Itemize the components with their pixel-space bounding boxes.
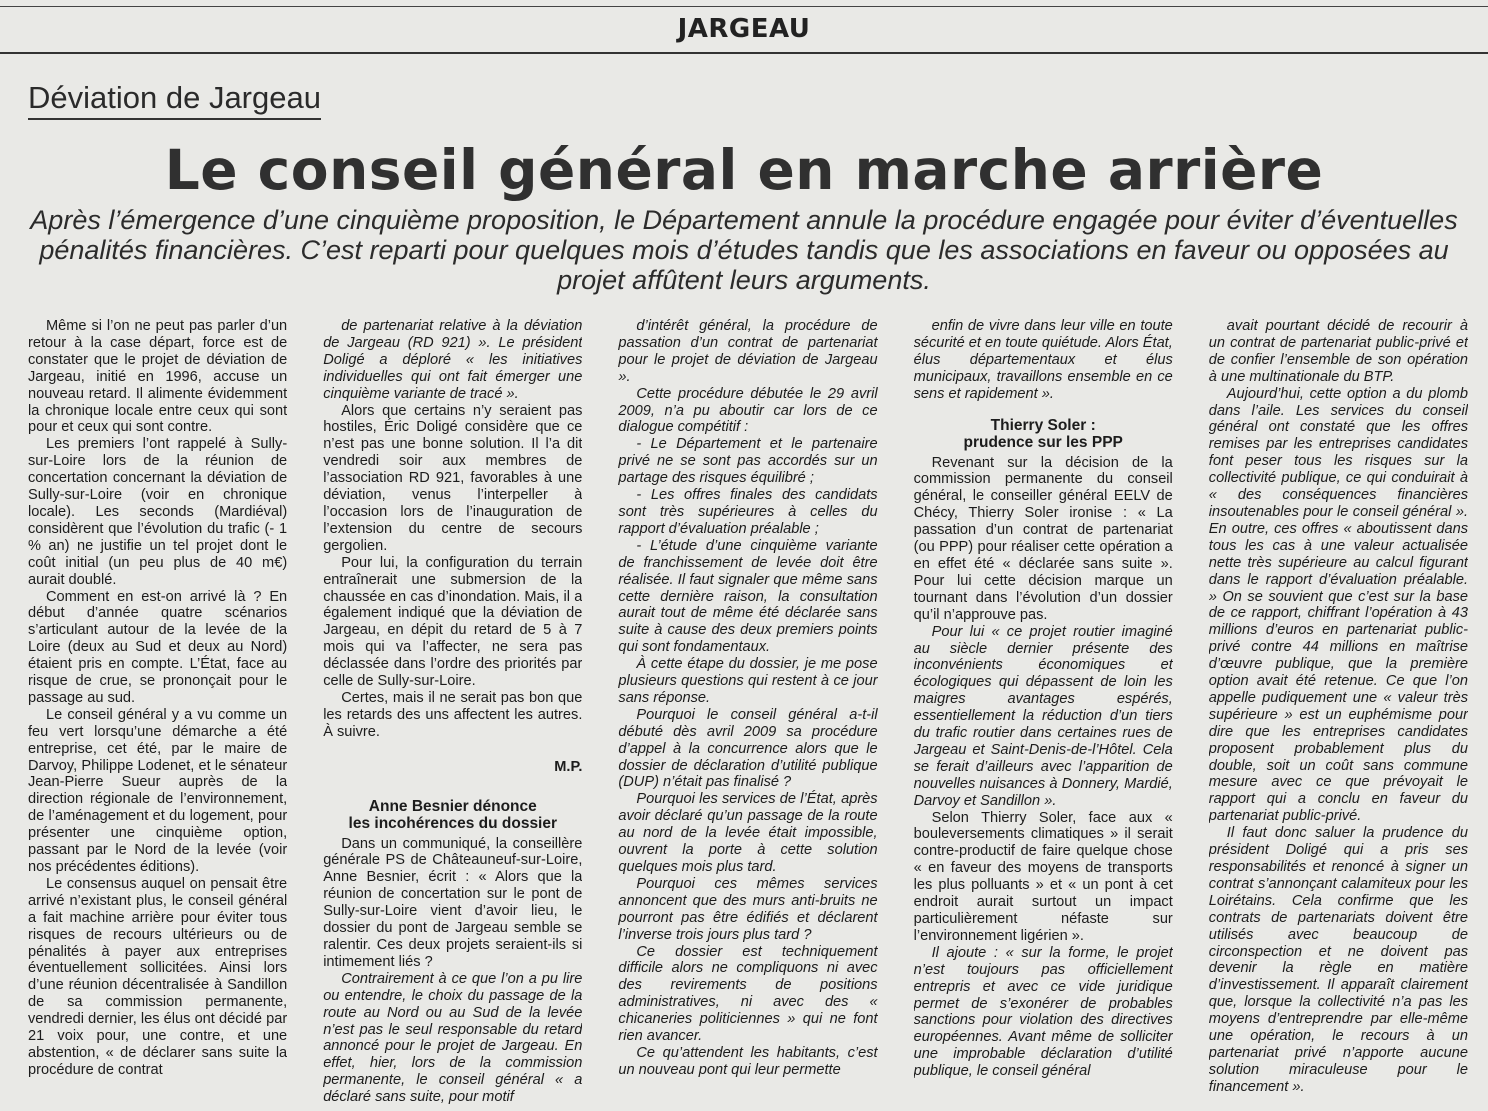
paragraph: Pourquoi les services de l’État, après avoir déclaré qu’un passage de la route au nord de la levée était impossible, ouvrent la porte à cette solution quelques mois plus tard. (618, 791, 878, 875)
paragraph: Contrairement à ce que l’on a pu lire ou entendre, le choix du passage de la route au Nord ou au Sud de la levée n’est pas le seul responsable du retard annoncé pour le projet de Jargeau. En effet, hier, lors de la commission permanente, le conseil général « a déclaré sans suite, pour motif (323, 970, 583, 1106)
paragraph: Ce dossier est techniquement difficile alors ne compliquons ni avec des revirements de positions administratives, ni avec des « chicaneries politiciennes » qui ne font rien avancer. (618, 943, 878, 1045)
subheading-line: les incohérences du dossier (348, 814, 558, 832)
paragraph: Pourquoi le conseil général a-t-il débuté dès avril 2009 sa procédure d’appel à la concurrence alors que le dossier de déclaration d’utilité publique (DUP) n’était pas finalisé ? (618, 706, 878, 791)
paragraph: À cette étape du dossier, je me pose plusieurs questions qui restent à ce jour sans réponse. (618, 656, 878, 706)
paragraph: - L’étude d’une cinquième variante de franchissement de levée doit être réalisée. Il faut signaler que même sans cette dernière raison, la consultation aurait tout de même été déclarée sans suite à cause des deux premiers points qui sont fondamentaux. (618, 537, 878, 656)
article-standfirst: Après l’émergence d’une cinquième proposition, le Département annule la procédure engagée pour éviter d’éventuelles pénalités financières. C’est reparti pour quelques mois d’études tandis que les associations en faveur ou opposées au projet affûtent leurs arguments. (30, 205, 1458, 295)
paragraph: Cette procédure débutée le 29 avril 2009, n’a pu aboutir car lors de ce dialogue compétitif : (618, 385, 878, 436)
column-2 (323, 318, 582, 1111)
article-headline: Le conseil général en marche arrière (164, 138, 1324, 202)
column-3 (618, 318, 877, 1111)
section-rule (0, 52, 1488, 54)
column-5 (1209, 318, 1468, 1111)
subheading-line: prudence sur les PPP (963, 433, 1123, 451)
paragraph: d’intérêt général, la procédure de passation d’un contrat de partenariat pour le projet de déviation de Jargeau ». (618, 318, 878, 385)
paragraph: - Le Département et le partenaire privé ne se sont pas accordés sur un partage des risques équilibré ; (618, 436, 878, 487)
column-1 (28, 318, 287, 1111)
paragraph: de partenariat relative à la déviation de Jargeau (RD 921) ». Le président Doligé a déploré « les initiatives individuelles qui ont fait émerger une cinquième variante de tracé ». (323, 318, 583, 402)
article-body (28, 318, 1468, 1111)
column-4 (914, 318, 1173, 1111)
subheading-line: Thierry Soler : (990, 416, 1096, 434)
paragraph: Revenant sur la décision de la commission permanente du conseil général, le conseiller général EELV de Chécy, Thierry Soler ironise : « La passation d’un contrat de partenariat (ou PPP) pour réaliser cette opération a en effet été « déclarée sans suite ». Pour lui cette décision marque un tournant dans l’évolution d’un dossier qu’il n’approuve pas. (913, 454, 1173, 623)
subheading-line: Anne Besnier dénonce (368, 797, 537, 815)
paragraph: Comment en est-on arrivé là ? En début d’année quatre scénarios s’articulant autour de la levée de la Loire (deux au Sud et deux au Nord) étaient pris en compte. L’État, face au risque de crue, se prononçait pour le passage au sud. (28, 588, 288, 706)
paragraph: Aujourd’hui, cette option a du plomb dans l’aile. Les services du conseil général ont constaté que les offres remises par les entreprises candidates font peser tous les risques sur la collectivité publique, ce qui conduirait à « des conséquences financières insoutenables pour le conseil général ». En outre, ces offres « aboutissent dans tous les cas à une valeur actualisée nette très supérieure au calcul figurant dans le rapport d’évaluation préalable. » On se souvient que c’est sur la base de ce rapport, chiffrant l’opération à 43 millions d’euros en partenariat public-privé contre 44 millions en maîtrise d’œuvre publique, que la première option avait été retenue. Ce que l’on appelle pudiquement une « valeur très supérieure » est un euphémisme pour dire que les entreprises candidates proposent probablement plus du double, soit un coût sans commune mesure avec ce que prévoyait le rapport qui a conclu en faveur du partenariat public-privé. (1208, 385, 1468, 825)
paragraph: Même si l’on ne peut pas parler d’un retour à la case départ, force est de constater que le projet de déviation de Jargeau, initié en 1996, accuse un nouveau retard. Il alimente évidemment la chronique locale entre ceux qui sont pour et ceux qui sont contre. (28, 318, 288, 436)
paragraph: Certes, mais il ne serait pas bon que les retards des uns affectent les autres. À suivre. (323, 689, 583, 740)
paragraph: Les premiers l’ont rappelé à Sully-sur-Loire lors de la réunion de concertation concernant la déviation de Sully-sur-Loire (voir en chronique locale). Les seconds (Mardiéval) considèrent que l’évolution du trafic (- 1 % an) ne justifie un tel projet dont le coût initial (un peu plus de 40 m€) aurait doublé. (28, 436, 288, 588)
paragraph: Alors que certains n’y seraient pas hostiles, Éric Doligé considère que ce n’est pas une bonne solution. Il l’a dit vendredi soir aux membres de l’association RD 921, favorables à une déviation, venus l’interpeller à l’occasion lors de l’inauguration de l’extension du centre de secours gergolien. (323, 402, 583, 554)
author-signature: M.P. (554, 758, 583, 775)
paragraph: Pourquoi ces mêmes services annoncent que des murs anti-bruits ne pourront pas être édifiés et déclarent l’inverse trois jours plus tard ? (618, 875, 878, 943)
paragraph: Pour lui « ce projet routier imaginé au siècle dernier présente des inconvénients économiques et écologiques qui dépassent de loin les maigres avantages espérés, essentiellement la réduction d’un tiers du trafic routier dans certaines rues de Jargeau et Saint-Denis-de-l’Hôtel. Cela se ferait d’ailleurs avec l’apparition de nouvelles nuisances à Donnery, Mardié, Darvoy et Sandillon ». (913, 623, 1173, 809)
paragraph: Ce qu’attendent les habitants, c’est un nouveau pont qui leur permette (618, 1044, 878, 1078)
section-heading: JARGEAU (677, 14, 811, 44)
paragraph: Pour lui, la configuration du terrain entraînerait une submersion de la chaussée en cas d’inondation. Mais, il a également indiqué que la déviation de Jargeau, en dépit du retard de 5 à 7 mois qui va l’affecter, ne sera pas déclassée dans l’ordre des priorités par celle de Sully-sur-Loire. (323, 554, 583, 690)
paragraph: Le conseil général y a vu comme un feu vert lorsqu’une démarche a été entreprise, cet été, par le maire de Darvoy, Philippe Lodenet, et le sénateur Jean-Pierre Sueur auprès de la direction régionale de l’environnement, de l’aménagement et du logement, pour présenter une cinquième option, passant par le Nord de la levée (voir nos précédentes éditions). (28, 706, 288, 875)
paragraph: avait pourtant décidé de recourir à un contrat de partenariat public-privé et de confier l’ensemble de son opération à une multinationale du BTP. (1208, 318, 1468, 385)
top-rule (0, 6, 1488, 7)
paragraph: Il ajoute : « sur la forme, le projet n’est toujours pas officiellement entrepris et avec ce vide juridique permet de s’exonérer de probables sanctions pour violation des directives européennes. Avant même de solliciter une improbable déclaration d’utilité publique, le conseil général (913, 944, 1173, 1080)
paragraph: Dans un communiqué, la conseillère générale PS de Châteauneuf-sur-Loire, Anne Besnier, écrit : « Alors que la réunion de concertation sur le pont de Sully-sur-Loire vient d’avoir lieu, le dossier du pont de Jargeau semble se ralentir. Ces deux projets seraient-ils si intimement liés ? (323, 835, 583, 970)
paragraph: enfin de vivre dans leur ville en toute sécurité et en toute quiétude. Alors État, élus départementaux et élus municipaux, travaillons ensemble en ce sens et rapidement ». (913, 318, 1173, 402)
subheading-besnier (323, 798, 582, 832)
paragraph: Le consensus auquel on pensait être arrivé n’existant plus, le conseil général a fait machine arrière pour éviter tous risques de recours ultérieurs ou de pénalités à payer aux entreprises éventuellement sollicitées. Ainsi lors d’une réunion décentralisée à Sandillon de sa commission permanente, vendredi dernier, les élus ont décidé par 21 voix pour, une contre, et une abstention, « de déclarer sans suite la procédure de contrat (28, 875, 288, 1078)
subheading-soler (914, 417, 1173, 451)
paragraph: Il faut donc saluer la prudence du président Doligé qui a pris ses responsabilités et renoncé à signer un contrat s’annonçant calamiteux pour les Loirétains. Cela confirme que les contrats de partenariats doivent être utilisés avec beaucoup de circonspection et ne doivent pas devenir la règle en matière d’investissement. Il apparaît clairement que, lorsque la collectivité n’a pas les moyens d’entreprendre par elle-même une opération, le recours à un partenariat privé n’apporte aucune solution miraculeuse pour le financement ». (1208, 825, 1468, 1095)
paragraph: - Les offres finales des candidats sont très supérieures à celles du rapport d’évaluation préalable ; (618, 487, 878, 537)
paragraph: Selon Thierry Soler, face aux « bouleversements climatiques » il serait contre-productif de faire quelque chose « en faveur des moyens de transports les plus polluants » et « un pont à cet endroit aurait surtout un impact particulièrement néfaste sur l’environnement ligérien ». (913, 809, 1173, 944)
article-kicker: Déviation de Jargeau (28, 80, 321, 120)
